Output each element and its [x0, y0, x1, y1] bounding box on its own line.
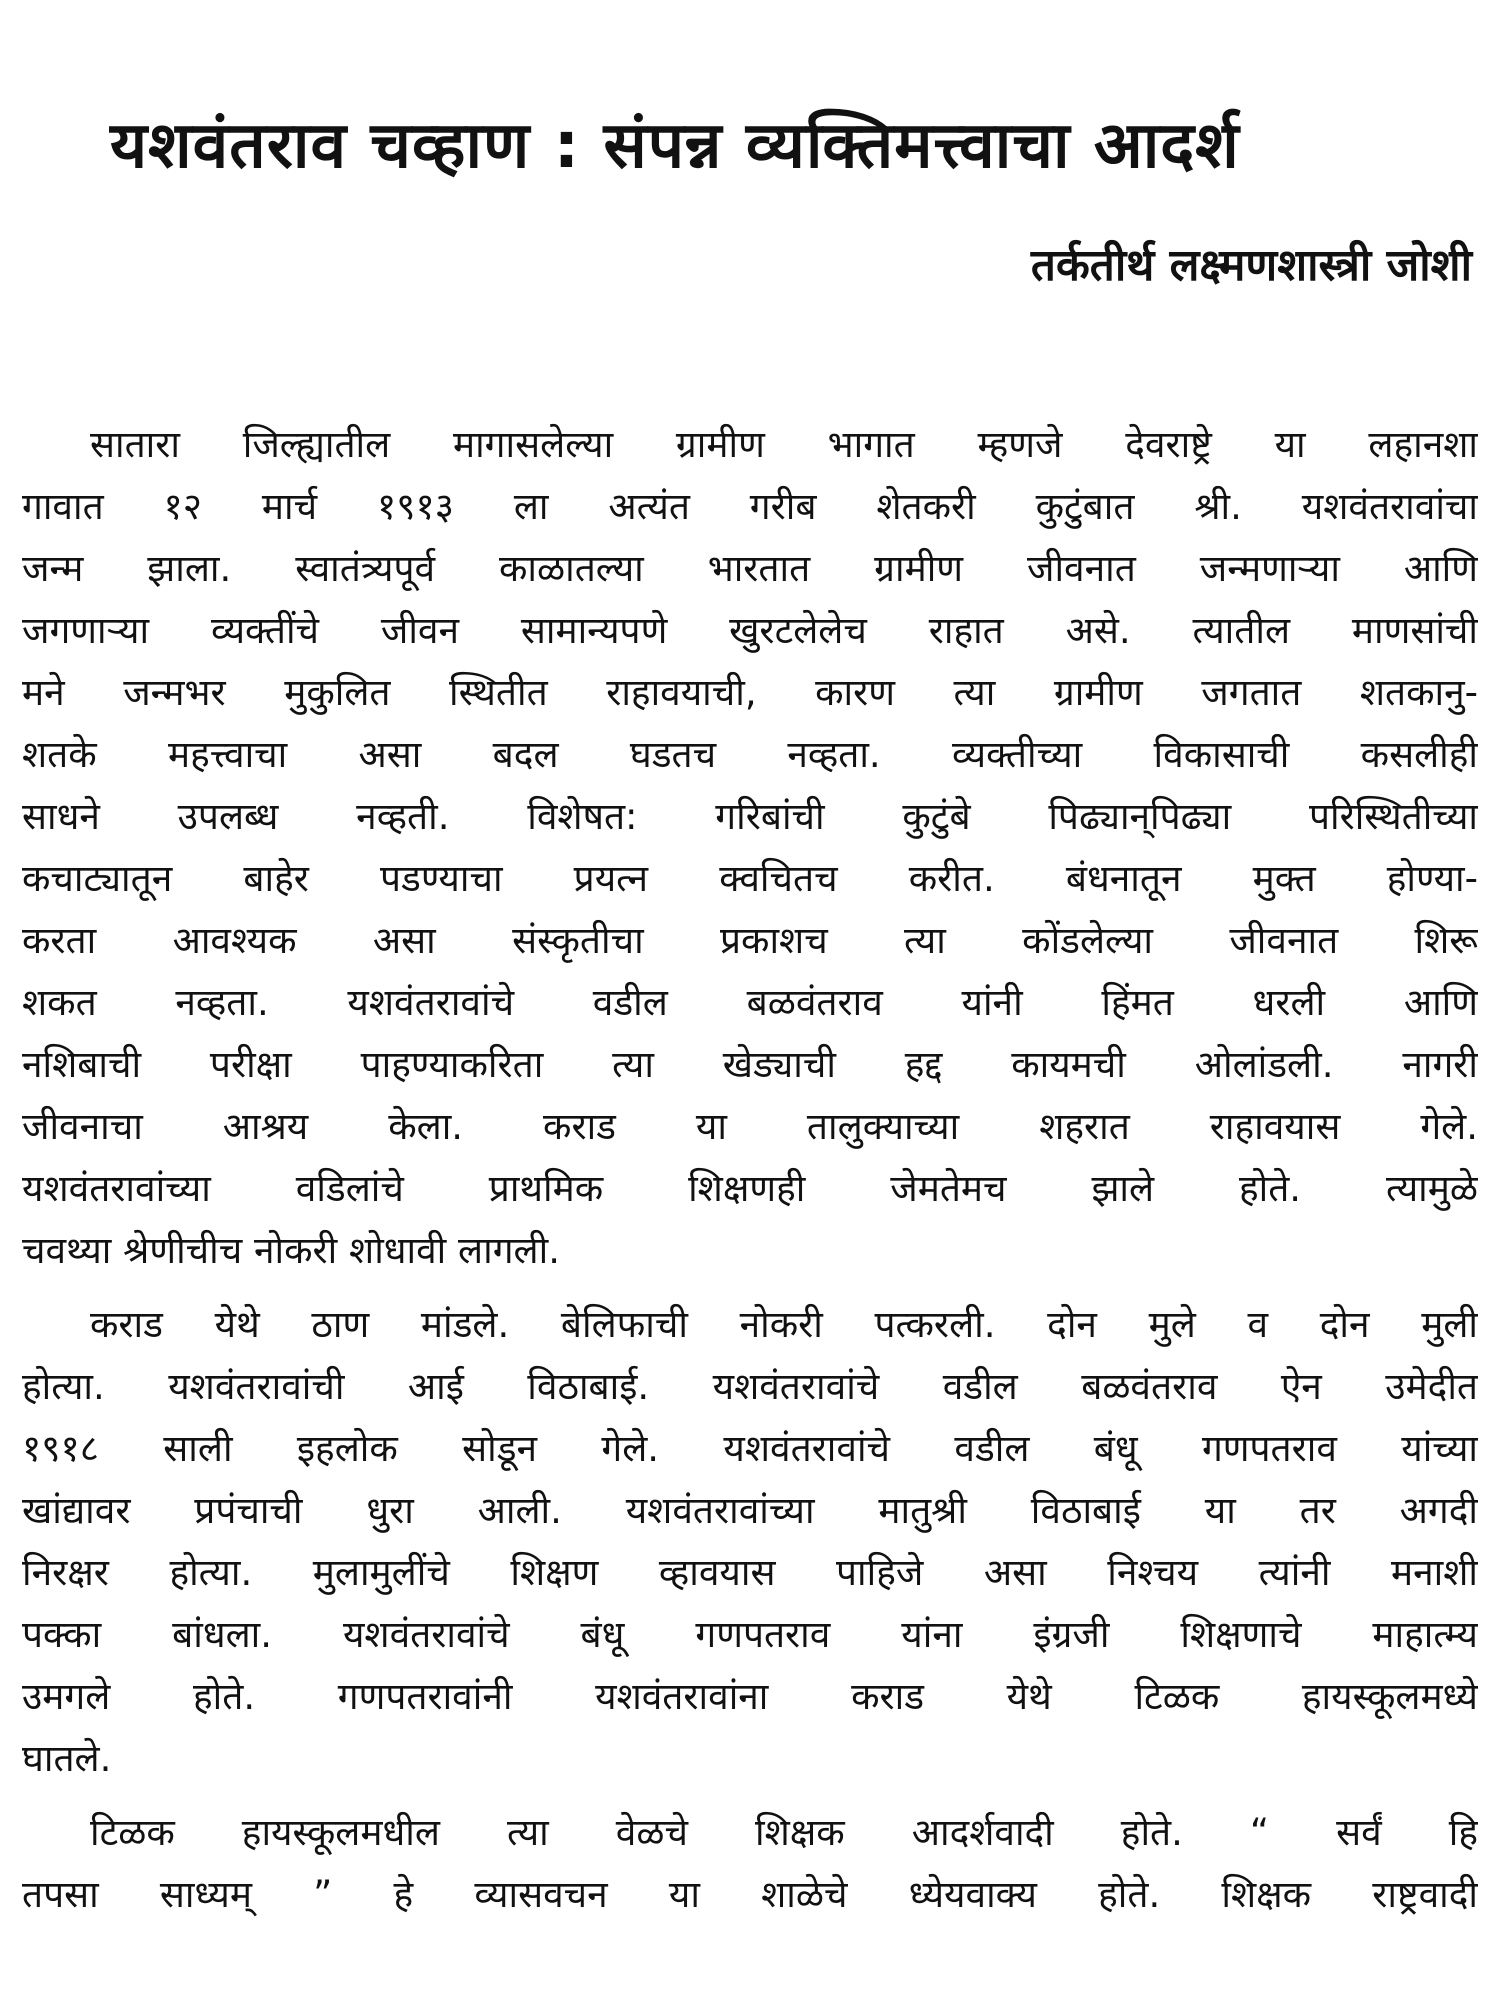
- text-line: कराड येथे ठाण मांडले. बेलिफाची नोकरी पत्करली. दोन मुले व दोन मुली: [90, 1303, 1478, 1346]
- text-line: सातारा जिल्ह्यातील मागासलेल्या ग्रामीण भागात म्हणजे देवराष्ट्रे या लहानशा: [90, 423, 1478, 466]
- paragraph-3: [22, 1802, 1478, 1926]
- paragraph-2: [22, 1294, 1478, 1790]
- text-line: कचाट्यातून बाहेर पडण्याचा प्रयत्न क्वचितच करीत. बंधनातून मुक्त होण्या-: [22, 857, 1478, 900]
- author-name: तर्कतीर्थ लक्ष्मणशास्त्री जोशी: [1030, 240, 1472, 291]
- text-line: उमगले होते. गणपतरावांनी यशवंतरावांना कराड येथे टिळक हायस्कूलमध्ये: [22, 1675, 1478, 1718]
- text-line: घातले.: [22, 1737, 112, 1780]
- text-line: होत्या. यशवंतरावांची आई विठाबाई. यशवंतरावांचे वडील बळवंतराव ऐन उमेदीत: [22, 1365, 1478, 1408]
- text-line: टिळक हायस्कूलमधील त्या वेळचे शिक्षक आदर्शवादी होते. “ सर्वं हि: [90, 1811, 1478, 1854]
- text-line: साधने उपलब्ध नव्हती. विशेषत: गरिबांची कुटुंबे पिढ्यान्‌पिढ्या परिस्थितीच्या: [22, 795, 1478, 838]
- text-line: जगणाऱ्या व्यक्तींचे जीवन सामान्यपणे खुरटलेलेच राहात असे. त्यातील माणसांची: [22, 609, 1478, 652]
- text-line: जन्म झाला. स्वातंत्र्यपूर्व काळातल्या भारतात ग्रामीण जीवनात जन्मणाऱ्या आणि: [22, 547, 1478, 590]
- text-line: १९१८ साली इहलोक सोडून गेले. यशवंतरावांचे वडील बंधू गणपतराव यांच्या: [22, 1427, 1478, 1470]
- text-line: पक्का बांधला. यशवंतरावांचे बंधू गणपतराव यांना इंग्रजी शिक्षणाचे माहात्म्य: [22, 1613, 1478, 1656]
- text-line: शतके महत्त्वाचा असा बदल घडतच नव्हता. व्यक्तीच्या विकासाची कसलीही: [22, 733, 1478, 776]
- text-line: नशिबाची परीक्षा पाहण्याकरिता त्या खेड्याची हद्द कायमची ओलांडली. नागरी: [22, 1043, 1478, 1086]
- text-line: खांद्यावर प्रपंचाची धुरा आली. यशवंतरावांच्या मातुश्री विठाबाई या तर अगदी: [22, 1489, 1478, 1532]
- text-line: यशवंतरावांच्या वडिलांचे प्राथमिक शिक्षणही जेमतेमच झाले होते. त्यामुळे: [22, 1167, 1478, 1210]
- text-line: मने जन्मभर मुकुलित स्थितीत राहावयाची, कारण त्या ग्रामीण जगतात शतकानु-: [22, 671, 1478, 714]
- text-line: करता आवश्यक असा संस्कृतीचा प्रकाशच त्या कोंडलेल्या जीवनात शिरू: [22, 919, 1478, 962]
- text-line: शकत नव्हता. यशवंतरावांचे वडील बळवंतराव यांनी हिंमत धरली आणि: [22, 981, 1478, 1024]
- article-title: यशवंतराव चव्हाण : संपन्न व्यक्तिमत्त्वाचा आदर्श: [110, 109, 1240, 183]
- article-body: [22, 414, 1478, 1938]
- text-line: जीवनाचा आश्रय केला. कराड या तालुक्याच्या शहरात राहावयास गेले.: [22, 1105, 1478, 1148]
- text-line: तपसा साध्यम् ” हे व्यासवचन या शाळेचे ध्येयवाक्य होते. शिक्षक राष्ट्रवादी: [22, 1873, 1478, 1916]
- text-line: चवथ्या श्रेणीचीच नोकरी शोधावी लागली.: [22, 1229, 560, 1272]
- text-line: निरक्षर होत्या. मुलामुलींचे शिक्षण व्हावयास पाहिजे असा निश्चय त्यांनी मनाशी: [22, 1551, 1478, 1594]
- paragraph-1: [22, 414, 1478, 1282]
- text-line: गावात १२ मार्च १९१३ ला अत्यंत गरीब शेतकरी कुटुंबात श्री. यशवंतरावांचा: [22, 485, 1478, 528]
